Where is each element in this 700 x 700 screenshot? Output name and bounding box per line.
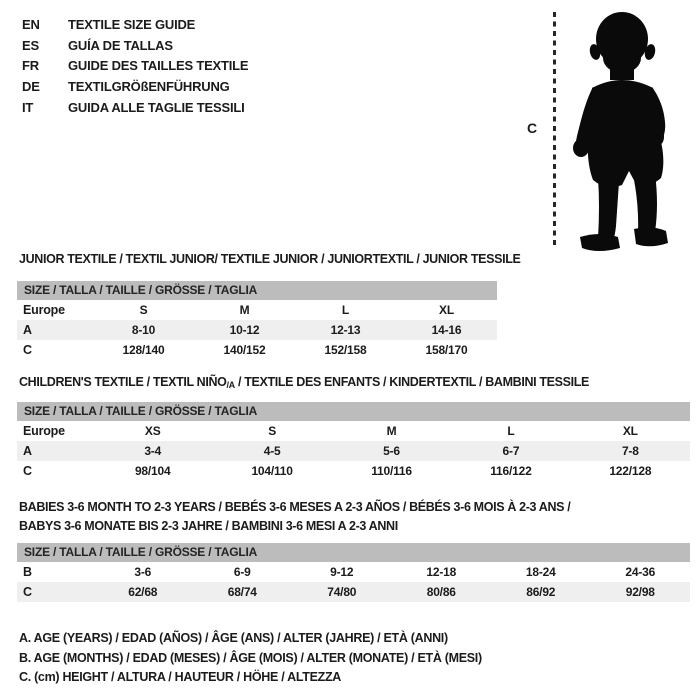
height-dashed-line-icon: [553, 12, 556, 246]
size-cell: 3-6: [134, 565, 152, 579]
table-row-height: [17, 461, 690, 481]
size-cell: M: [386, 424, 397, 438]
footnote-line-b: B. AGE (MONTHS) / EDAD (MESES) / ÂGE (MOIS) / ALTER (MONATE) / ETÀ (MESI): [19, 650, 482, 665]
size-header-bar: SIZE / TALLA / TAILLE / GRÖSSE / TAGLIA: [17, 281, 497, 300]
language-row-de: [22, 76, 248, 97]
size-cell: 3-4: [144, 444, 162, 458]
size-cell: XS: [144, 424, 161, 438]
size-cell: 68/74: [227, 585, 257, 599]
size-cell: 14-16: [431, 323, 462, 337]
size-cell: 7-8: [621, 444, 639, 458]
language-code: FR: [22, 58, 39, 74]
language-title: GUÍA DE TALLAS: [68, 37, 173, 53]
children-size-table: [17, 402, 690, 481]
size-cell: 74/80: [327, 585, 357, 599]
size-cell: 12-18: [426, 565, 457, 579]
table-row-age: [17, 320, 497, 340]
language-code: EN: [22, 16, 40, 32]
size-cell: 122/128: [609, 464, 652, 478]
footnote-legend: [19, 629, 482, 688]
baby-silhouette-icon: [562, 8, 694, 252]
size-cell: 140/152: [223, 343, 266, 357]
table-row-months: [17, 562, 690, 582]
size-cell: 98/104: [134, 464, 171, 478]
size-cell: 80/86: [426, 585, 456, 599]
size-cell: 128/140: [122, 343, 165, 357]
height-measure-label: C: [527, 120, 538, 136]
size-cell: 9-12: [330, 565, 354, 579]
size-header-bar: SIZE / TALLA / TAILLE / GRÖSSE / TAGLIA: [17, 402, 690, 421]
babies-size-table: [17, 543, 690, 602]
language-title: GUIDE DES TAILLES TEXTILE: [68, 58, 249, 74]
size-cell: 86/92: [526, 585, 556, 599]
children-section-heading: [19, 375, 589, 390]
babies-heading-line1: BABIES 3-6 MONTH TO 2-3 YEARS / BEBÉS 3-6 MESES A 2-3 AÑOS / BÉBÉS 3-6 MOIS À 2-3 ANS /: [19, 500, 571, 514]
row-label: Europe: [23, 303, 65, 317]
language-list: [22, 14, 248, 118]
size-cell: 92/98: [625, 585, 655, 599]
table-row-age: [17, 441, 690, 461]
language-row-es: [22, 35, 248, 56]
size-cell: M: [239, 303, 250, 317]
language-title: TEXTILE SIZE GUIDE: [68, 16, 196, 32]
language-title: GUIDA ALLE TAGLIE TESSILI: [68, 100, 245, 116]
size-cell: 6-9: [233, 565, 251, 579]
size-cell: 5-6: [383, 444, 400, 458]
size-cell: XL: [439, 303, 454, 317]
size-cell: S: [268, 424, 277, 438]
size-cell: 6-7: [502, 444, 520, 458]
children-heading-post: / TEXTILE DES ENFANTS / KINDERTEXTIL / BAMBINI TESSILE: [234, 375, 590, 389]
language-code: IT: [22, 100, 34, 116]
language-row-it: [22, 97, 248, 118]
table-row-height: [17, 582, 690, 602]
language-title: TEXTILGRÖßENFÜHRUNG: [68, 79, 230, 95]
babies-heading-line2: BABYS 3-6 MONATE BIS 2-3 JAHRE / BAMBINI 3-6 MESI A 2-3 ANNI: [19, 519, 398, 533]
row-label: A: [23, 444, 32, 458]
row-label: C: [23, 464, 32, 478]
footnote-line-c: C. (cm) HEIGHT / ALTURA / HAUTEUR / HÖHE / ALTEZZA: [19, 670, 342, 684]
size-header-bar: SIZE / TALLA / TAILLE / GRÖSSE / TAGLIA: [17, 543, 690, 562]
size-cell: 18-24: [525, 565, 556, 579]
row-label: B: [23, 565, 32, 579]
row-label: C: [23, 343, 32, 357]
children-heading-sub: /A: [226, 380, 235, 390]
row-label: C: [23, 585, 32, 599]
size-cell: 8-10: [131, 323, 156, 337]
language-row-fr: [22, 56, 248, 77]
babies-section-heading: [19, 498, 570, 536]
size-cell: 110/116: [371, 464, 412, 478]
size-cell: 10-12: [229, 323, 260, 337]
size-cell: 24-36: [625, 565, 656, 579]
size-cell: 158/170: [425, 343, 468, 357]
size-cell: 116/122: [490, 464, 532, 478]
size-cell: 104/110: [251, 464, 293, 478]
junior-section-heading: JUNIOR TEXTILE / TEXTIL JUNIOR/ TEXTILE JUNIOR / JUNIORTEXTIL / JUNIOR TESSILE: [19, 252, 521, 266]
language-code: DE: [22, 79, 40, 95]
children-heading-pre: CHILDREN'S TEXTILE / TEXTIL NIÑO: [19, 375, 227, 389]
table-row-height: [17, 340, 497, 360]
row-label: Europe: [23, 424, 65, 438]
size-cell: 12-13: [330, 323, 361, 337]
size-cell: 62/68: [128, 585, 158, 599]
table-row-europe: [17, 300, 497, 320]
size-cell: 4-5: [263, 444, 281, 458]
size-cell: XL: [622, 424, 638, 438]
footnote-line-a: A. AGE (YEARS) / EDAD (AÑOS) / ÂGE (ANS) / ALTER (JAHRE) / ETÀ (ANNI): [19, 631, 448, 645]
size-cell: L: [341, 303, 350, 317]
size-cell: 152/158: [324, 343, 367, 357]
junior-size-table: [17, 281, 497, 360]
language-code: ES: [22, 37, 39, 53]
table-row-europe: [17, 421, 690, 441]
row-label: A: [23, 323, 32, 337]
size-cell: L: [507, 424, 515, 438]
size-cell: S: [139, 303, 148, 317]
language-row-en: [22, 14, 248, 35]
